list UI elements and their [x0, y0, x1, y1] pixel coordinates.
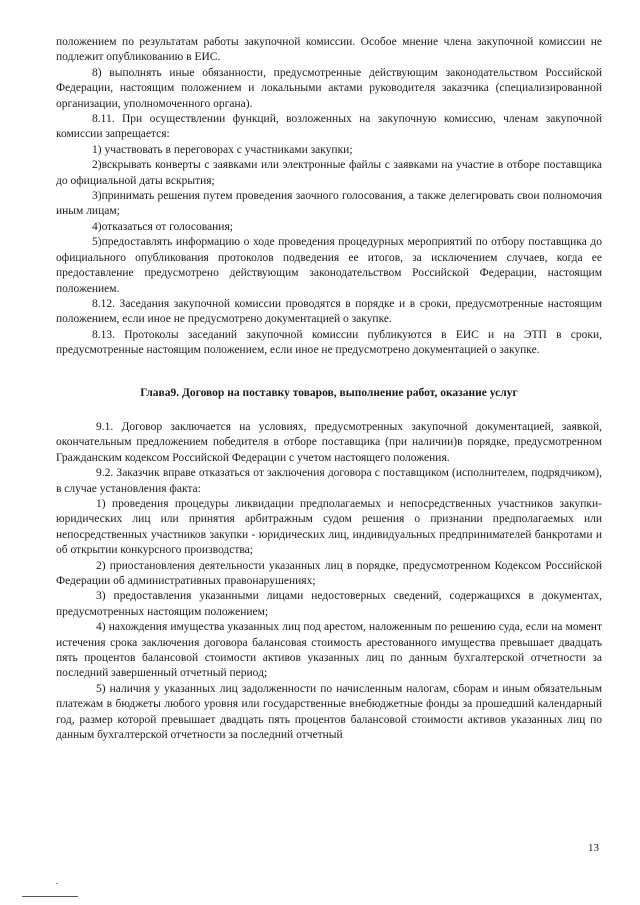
list-item: 3)принимать решения путем проведения заочного голосования, а также делегировать свои полномочия иным лицам;	[56, 190, 602, 218]
paragraph-text: 9.1. Договор заключается на условиях, предусмотренных закупочной документацией, заявкой, окончательным предложением победителя в отборе поставщика (при наличии)в порядке, предусмотренном Гражданским кодексом Российской Федерации с учетом настоящего положения.	[56, 420, 602, 464]
list-item: 5)предоставлять информацию о ходе проведения процедурных мероприятий по отбору поставщика до официального опубликования протоколов подведения ее итогов, за исключением случаев, когда ее предоставление предусмотрено действующим законодательством Российской Федерации, настоящим положением.	[56, 236, 602, 295]
paragraph-text: 8.13. Протоколы заседаний закупочной комиссии публикуются в ЕИС и на ЭТП в сроки, предусмотренные настоящим положением, если иное не предусмотрено документацией о закупке.	[56, 328, 602, 357]
paragraph-text: 9.2. Заказчик вправе отказаться от заключения договора с поставщиком (исполнителем, подрядчиком), в случае установления факта:	[56, 467, 602, 495]
chapter-heading: Глава9. Договор на поставку товаров, выполнение работ, оказание услуг	[140, 386, 518, 399]
document-body	[56, 35, 602, 743]
paragraph-text: 8) выполнять иные обязанности, предусмотренные действующим законодательством Российской Федерации, настоящим положением и локальными актами руководителя заказчика (специализированной организации, уполномоченного органа).	[56, 66, 602, 110]
paragraph-text: 8.11. При осуществлении функций, возложенных на закупочную комиссию, членам закупочной комиссии запрещается:	[56, 113, 602, 141]
page-number: 13	[588, 842, 599, 854]
paragraph-text: 8.12. Заседания закупочной комиссии проводятся в порядке и в сроки, предусмотренные настоящим положением, если иное не предусмотрено документацией о закупке.	[56, 297, 602, 326]
paragraph-text: положением по результатам работы закупочной комиссии. Особое мнение члена закупочной комиссии не подлежит опубликованию в ЕИС.	[56, 36, 602, 64]
list-item: 2) приостановления деятельности указанных лиц в порядке, предусмотренном Кодексом Российской Федерации об административных правонарушениях;	[56, 559, 602, 587]
list-item: 1) проведения процедуры ликвидации предполагаемых и непосредственных участников закупки- юридических лиц или принятия арбитражным судом решения о признании предполагаемых или непосредственных участников закупки - юридических лиц, индивидуальных предпринимателей банкротами и об открытии конкурсного производства;	[56, 497, 602, 557]
list-item: 2)вскрывать конверты с заявками или электронные файлы с заявками на участие в отборе поставщика до официальной даты вскрытия;	[56, 159, 602, 187]
scan-mark	[56, 883, 58, 884]
footer-rule	[22, 896, 78, 897]
list-item: 3) предоставления указанными лицами недостоверных сведений, содержащихся в документах, предусмотренных настоящим положением;	[56, 590, 602, 618]
list-item: 4)отказаться от голосования;	[92, 220, 233, 233]
list-item: 1) участвовать в переговорах с участниками закупки;	[92, 143, 353, 156]
list-item: 4) нахождения имущества указанных лиц под арестом, наложенным по решению суда, если на момент истечения срока заключения договора балансовая стоимость арестованного имущества превышает двадцать пять процентов балансовой стоимости активов указанных лиц по данным бухгалтерской отчетности за последний завершенный отчетный период;	[56, 621, 602, 680]
list-item: 5) наличия у указанных лиц задолженности по начисленным налогам, сборам и иным обязательным платежам в бюджеты любого уровня или государственные внебюджетные фонды за прошедший календарный год, размер которой превышает двадцать пять процентов балансовой стоимости активов указанных лиц по данным бухгалтерской отчетности за последний отчетный	[56, 682, 602, 742]
